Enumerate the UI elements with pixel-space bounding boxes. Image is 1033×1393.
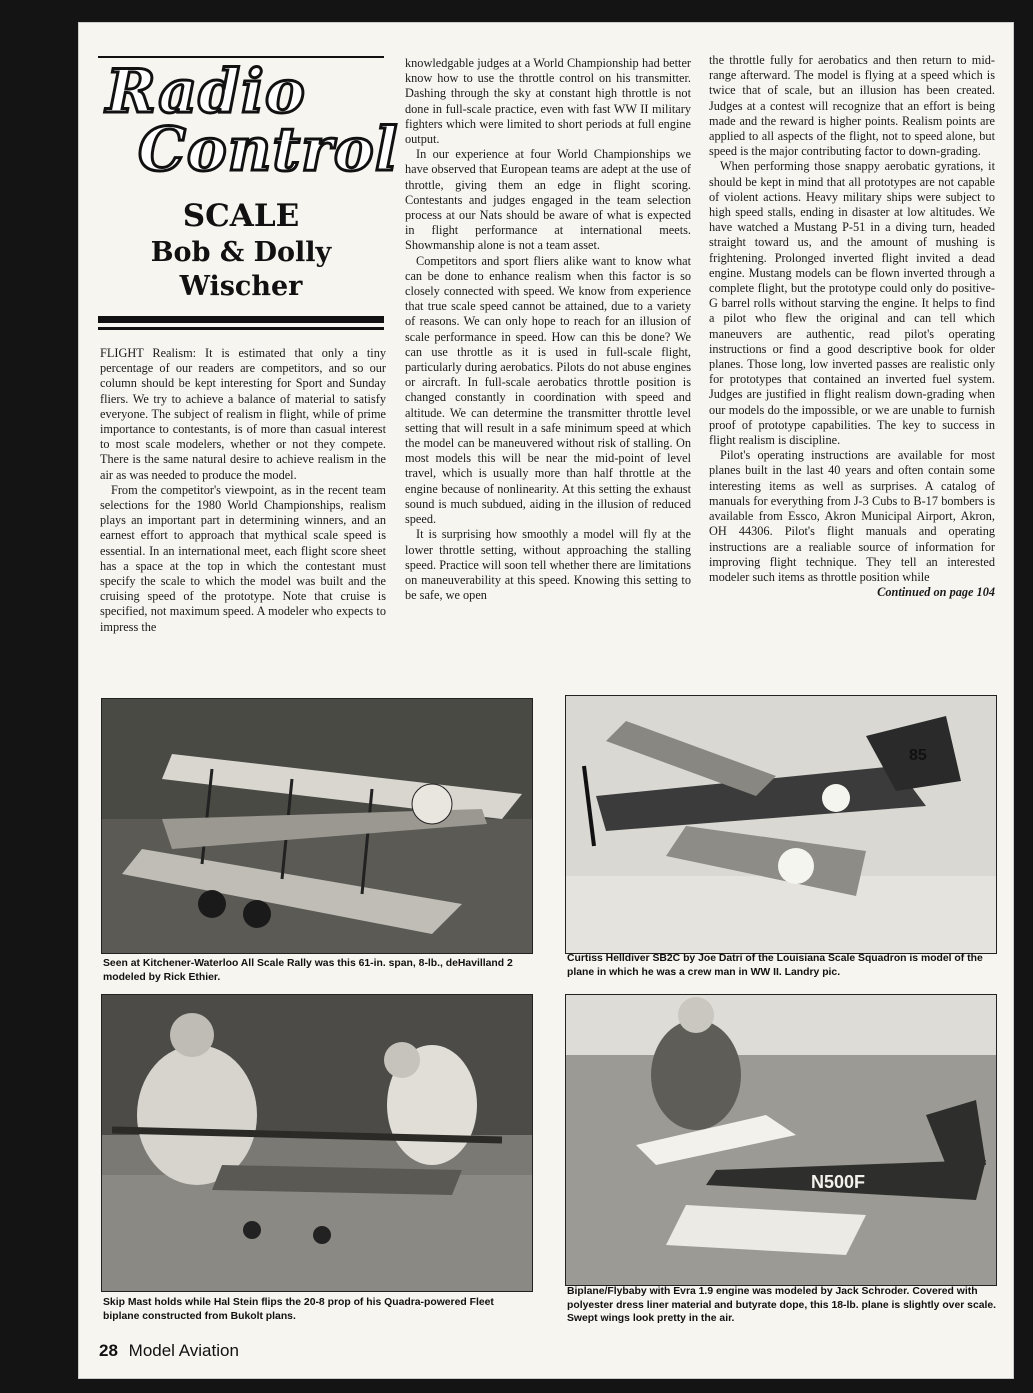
paragraph: It is surprising how smoothly a model will fly at the lower throttle setting, without approaching the stalling speed. Practice will soon tell whether there are limitations on maneuverability at this speed. Knowing this setting to be safe, we open (405, 527, 691, 603)
author-byline (98, 236, 384, 304)
article-column-1 (100, 346, 386, 635)
article-column-2 (405, 56, 691, 603)
paragraph: In our experience at four World Championships we have observed that European teams are adept at the use of throttle, giving them an edge in flight scoring. Contestants and judges engaged in the team selection process at our Nats should be aware of what is expected in flight performance at international meets. Showmanship alone is not a team asset. (405, 147, 691, 253)
paragraph: Pilot's operating instructions are available for most planes built in the last 40 years and often contain some interesting items as well as surprises. A catalog of manuals for everything from J-3 Cubs to B-17 bombers is available from Essco, Akron Municipal Airport, Akron, OH 44306. Pilot's flight manuals and operating instructions are a realiable source of information for improving flight technique. They tell an interested modeler such items as throttle position while (709, 448, 995, 584)
paragraph: Competitors and sport fliers alike want to know what can be done to enhance realism when this factor is so closely connected with speed. We know from experience that true scale speed cannot be attained, due to a variety of reasons. We can only hope to reach for an illusion of scale performance in speed. How can this be done? We can use throttle as it is used in full-scale flight, particularly during aerobatics. Pilots do not abuse engines or aircraft. In full-scale aerobatics throttle position is changed constantly in coordination with speed and altitude. We can determine the transmitter throttle level setting that will result in a safe minimum speed at which the model can be maneuvered without risk of stalling. On most models this will be near the mid-point of level travel, which is usually more than half throttle at the engine because of nonlinearity. At this setting the exhaust sound is much subdued, aiding in the illusion of reduced speed. (405, 253, 691, 527)
logo-line-2: Control (138, 115, 399, 185)
paragraph: When performing those snappy aerobatic gyrations, it should be kept in mind that all prototypes are not capable of violent actions. Heavy military ships were subject to high speed stalls, ending in disaster at low altitudes. We have watched a Mustang P-51 in a diving turn, headed straight toward us, and the amount of mushing is frightening. Prolonged inverted flight invited a dead engine. Mustang models can be flown inverted through a complete flight, but the prototype could only do positive-G barrel rolls without starving the engine. It helps to find a pilot who flew the original and can tell which maneuvers are authentic, read pilot's operating instructions or find a good descriptive book for older planes. Those long, low inverted passes are realistic only for prototypes that contained an inverted fuel system. Judges are justified in flight realism down-grading when our models do the impossible, or we are unable to furnish proof of prototype capabilities. The key to success in flight realism is discipline. (709, 159, 995, 448)
page-number: 28 (99, 1341, 118, 1360)
radio-control-logo (98, 57, 399, 192)
photo-dehavilland-biplane (101, 698, 533, 954)
tail-number: 85 (909, 747, 927, 764)
author-line-1: Bob & Dolly (150, 237, 332, 268)
column-header (98, 56, 399, 334)
photo-caption: Curtiss Helldiver SB2C by Joe Datri of the Louisiana Scale Squadron is model of the plane in which he was a crew man in WW II. Landry pic. (567, 953, 983, 978)
page-footer (99, 1341, 239, 1361)
logo-line-1: Radio (106, 57, 306, 127)
photo-caption: Biplane/Flybaby with Evra 1.9 engine was modeled by Jack Schroder. Covered with polyester dress liner material and butyrate dope, this 18-lb. plane is slightly over scale. Swept wings look pretty in the air. (567, 1286, 997, 1324)
paragraph: the throttle fully for aerobatics and then return to mid-range afterward. The model is flying at a speed which is twice that of scale, but an illusion has been created. Judges at a contest will recognize that an effort is being made and the reward is higher points. Realism points are applied to all aspects of the flight, not to speed alone, but speed is the major contributing factor to down-grading. (709, 53, 995, 159)
magazine-name: Model Aviation (128, 1341, 239, 1360)
continued-note: Continued on page 104 (877, 585, 995, 600)
photo-caption: Skip Mast holds while Hal Stein flips the 20-8 prop of his Quadra-powered Fleet biplane constructed from Bukolt plans. (103, 1297, 494, 1322)
author-line-2: Wischer (179, 271, 303, 302)
header-bottom-rule-thick (98, 316, 384, 323)
photo-flybaby-biplane (565, 994, 997, 1286)
photo-caption: Seen at Kitchener-Waterloo All Scale Rally was this 61-in. span, 8-lb., deHavilland 2 modeled by Rick Ethier. (103, 958, 513, 983)
section-title: SCALE (182, 198, 300, 234)
header-bottom-rule-thin (98, 327, 384, 330)
paragraph: From the competitor's viewpoint, as in the recent team selections for the 1980 World Championships, realism plays an important part in determining winners, and an earnest effort to approach that mythical scale speed is essential. In an international meet, each flight score sheet has a space at the top in which the contestant must specify the scale to which the model was built and the cruising speed of the prototype. Note that cruise is specified, not maximum speed. A modeler who expects to impress the (100, 482, 386, 634)
photo-curtiss-helldiver (565, 695, 997, 954)
magazine-page (78, 22, 1014, 1379)
paragraph: FLIGHT Realism: It is estimated that only a tiny percentage of our readers are competitors, and so our column should be kept interesting for Sport and Sunday fliers. We try to achieve a balance of material to satisfy everyone. The subject of realism in flight, while of prime importance to contestants, is of more than casual interest to most scale modelers, whether or not they compete. There is the same natural desire to achieve realism in the air as was needed to produce the model. (100, 346, 386, 482)
paragraph: knowledgable judges at a World Championship had better know how to use the throttle control on his transmitter. Dashing through the sky at constant high throttle is not done in full-scale practice, even with fast WW II military fighters which were limited to short periods at full engine output. (405, 56, 691, 147)
photo-fleet-biplane (101, 994, 533, 1292)
article-column-3 (709, 53, 995, 600)
registration-marking: N500F (811, 1172, 866, 1192)
